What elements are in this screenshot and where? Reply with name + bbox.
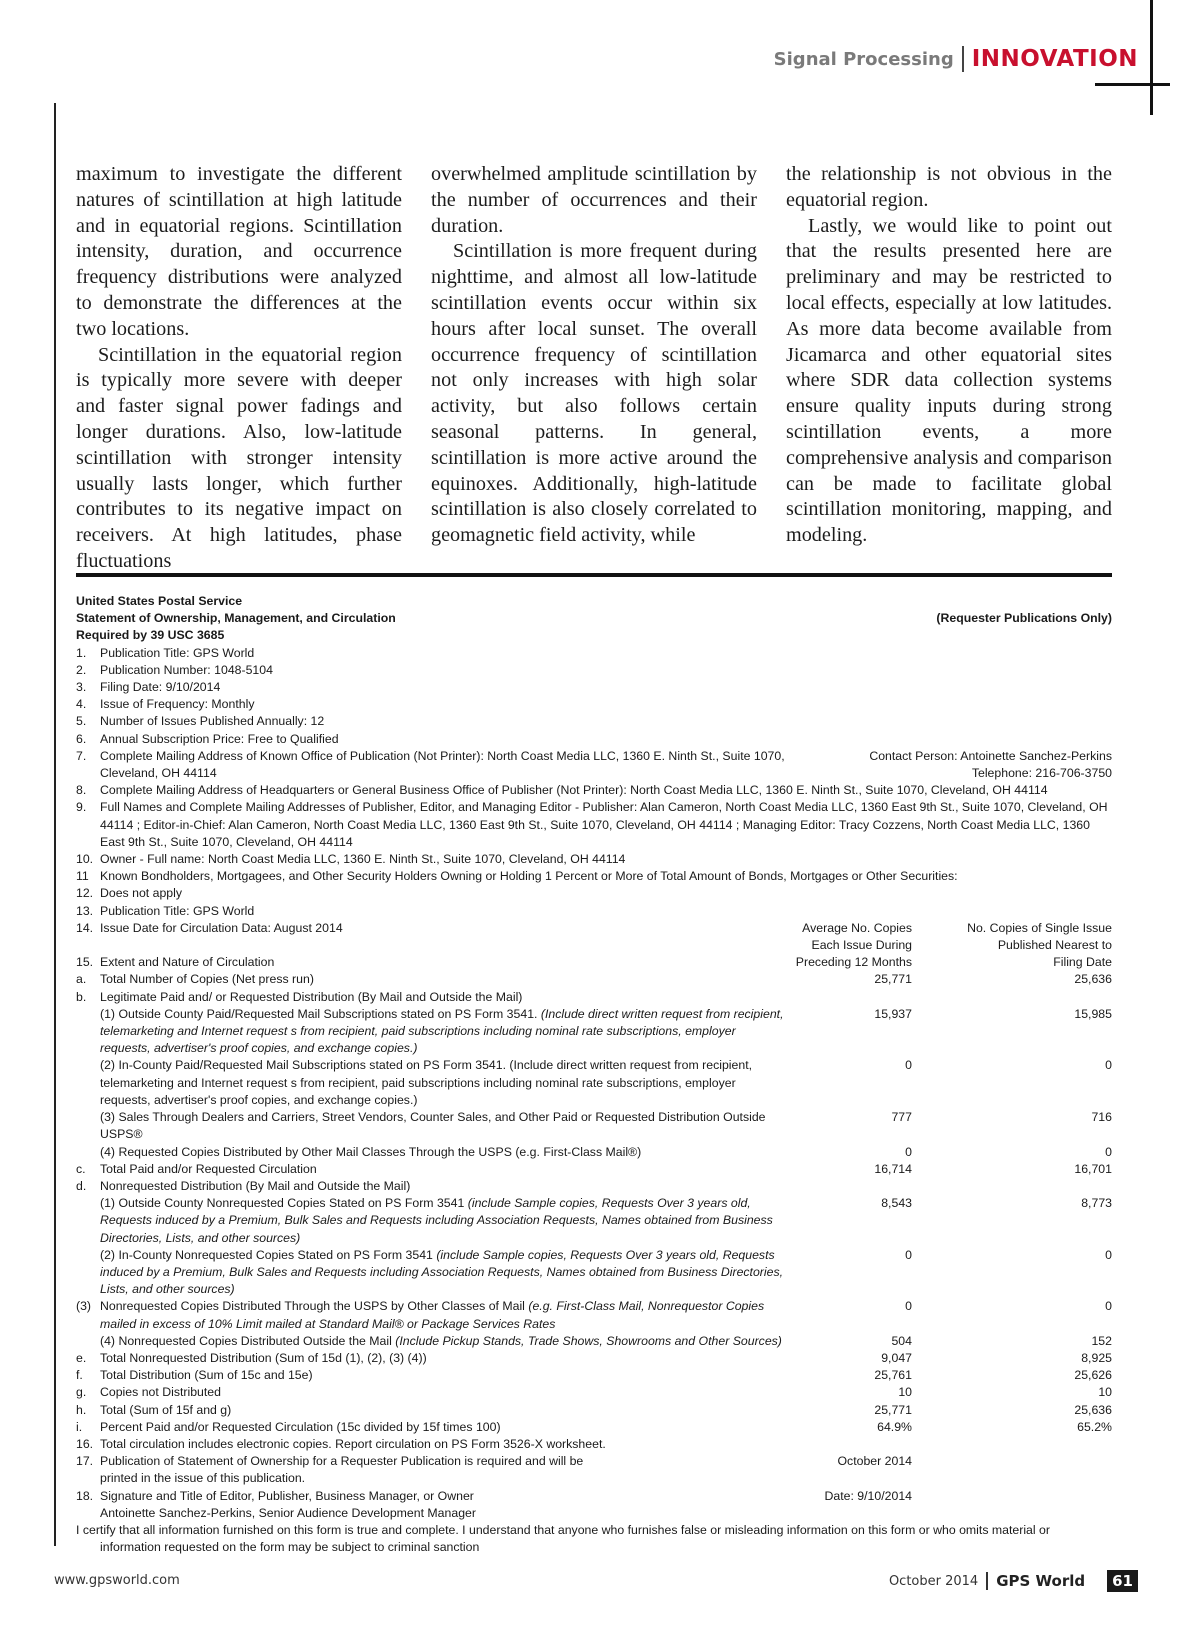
- item-number: 5.: [76, 714, 87, 729]
- row-label: [100, 1402, 794, 1419]
- row-label: [100, 1109, 794, 1143]
- empty-cell: [912, 1488, 1112, 1522]
- row-label: [100, 1057, 794, 1109]
- certification-text: I certify that all information furnished on this form is true and complete. I understand that anyone who furnishes false or misleading information on this form or who omits material or: [76, 1522, 1050, 1537]
- item-number: 16.: [76, 1436, 94, 1451]
- row-mark: b.: [76, 989, 87, 1004]
- row-text: Total Paid and/or Requested Circulation: [100, 1161, 317, 1176]
- statement-item: [76, 713, 1112, 730]
- header-text: [100, 920, 794, 972]
- item-text: Publication Title: GPS World: [100, 645, 255, 660]
- item-text: Complete Mailing Address of Headquarters or General Business Office of Publisher (Not Printer): North Coast Media LLC, 1360 E. Ninth St., Suite 1070, Cleveland, OH 44114: [100, 783, 1048, 798]
- row-value-average: 0: [905, 1144, 912, 1159]
- table-row: [76, 1161, 1112, 1178]
- row-text: Legitimate Paid and/ or Requested Distribution (By Mail and Outside the Mail): [100, 989, 523, 1004]
- row-text-italic: (include Sample copies, Requests Over 3 years old, Requests induced by a Premium, Bulk Sales and Requests including Association Requests, Names obtained from Business Directories, Lists, and other sources): [100, 1196, 773, 1245]
- item-number: 4.: [76, 697, 87, 712]
- table-row: [76, 1333, 1112, 1350]
- statement-item: [76, 662, 1112, 679]
- row-value-average: 15,937: [874, 1006, 912, 1021]
- statement-items-1-6: [76, 645, 1112, 748]
- row-value-average: 0: [905, 1299, 912, 1314]
- row-value-single-issue: 8,925: [1081, 1350, 1112, 1365]
- item-text: Filing Date: 9/10/2014: [100, 680, 221, 695]
- item-number: [76, 920, 100, 972]
- statement-heading-usps: United States Postal Service: [76, 594, 243, 608]
- row-text: (2) In-County Nonrequested Copies Stated on PS Form 3541: [100, 1247, 433, 1262]
- table-row: [76, 1144, 1112, 1161]
- statement-item: [76, 731, 1112, 748]
- footer-folio: [889, 1570, 1138, 1592]
- item-number: 18.: [76, 1488, 94, 1503]
- row-value-average: [794, 1178, 912, 1195]
- row-mark: [76, 1333, 100, 1350]
- row-value-average: 64.9%: [877, 1419, 912, 1434]
- item-number: 8.: [76, 783, 87, 798]
- running-header: [774, 46, 1138, 72]
- row-text-italic: (Include Pickup Stands, Trade Shows, Showrooms and Other Sources): [395, 1333, 782, 1348]
- item-text: Number of Issues Published Annually: 12: [100, 714, 325, 729]
- table-row: [76, 1006, 1112, 1058]
- statement-item-17: [76, 1453, 1112, 1487]
- table-row: [76, 1384, 1112, 1401]
- paragraph: Scintillation in the equatorial region is typically more severe with deeper and faster signal power fadings and longer durations. Also, low-latitude scintillation with stronger intensity usually lasts longer, which further contributes to its negative impact on receivers. At high latitudes, phase fluctuations: [76, 343, 402, 572]
- item-number: 13.: [76, 903, 94, 918]
- row-mark: c.: [76, 1161, 86, 1176]
- contact-person: Contact Person: Antoinette Sanchez-Perkins: [869, 748, 1112, 763]
- paragraph: Scintillation is more frequent during nighttime, and almost all low-latitude scintillation events occur within six hours after local sunset. The overall occurrence frequency of scintillation not only increases with high solar activity, but also follows certain seasonal patterns. In general, scintillation is more active around the equinoxes. Additionally, high-latitude scintillation is also closely correlated to geomagnetic field activity, while: [431, 240, 757, 547]
- row-value-average: 0: [905, 1247, 912, 1262]
- row-mark: [76, 1195, 100, 1247]
- row-label: [100, 1333, 794, 1350]
- row-text: Total Number of Copies (Net press run): [100, 972, 314, 987]
- table-row: [76, 1419, 1112, 1436]
- top-vertical-rule: [1150, 0, 1153, 115]
- header-line: No. Copies of Single Issue: [967, 920, 1112, 935]
- row-value-average: 0: [905, 1058, 912, 1073]
- row-text: Nonrequested Distribution (By Mail and Outside the Mail): [100, 1178, 411, 1193]
- row-value-single-issue: 25,636: [1074, 972, 1112, 987]
- row-label: [100, 1178, 794, 1195]
- row-label: [100, 1367, 794, 1384]
- table-row: [76, 1402, 1112, 1419]
- row-value-average: [794, 989, 912, 1006]
- item-number: 1.: [76, 645, 87, 660]
- row-value-average: 8,543: [881, 1196, 912, 1211]
- statement-item: [76, 868, 1112, 885]
- header-line: Each Issue During: [811, 938, 912, 953]
- item-14-text: Issue Date for Circulation Data: August 2014: [100, 920, 343, 935]
- row-mark: i.: [76, 1419, 83, 1434]
- row-label: [100, 1195, 794, 1247]
- row-value-average: 25,771: [874, 972, 912, 987]
- table-row: [76, 1298, 1112, 1332]
- row-label: [100, 971, 794, 988]
- row-text-italic: (e.g. First-Class Mail, Nonrequestor Copies mailed in excess of 10% Limit mailed at Standard Mail® or Package Services Rates: [100, 1299, 765, 1331]
- row-label: [100, 1350, 794, 1367]
- statement-item: [76, 696, 1112, 713]
- item-number: 7.: [76, 748, 87, 763]
- header-section: Signal Processing: [773, 48, 954, 70]
- item-text: [100, 1488, 752, 1522]
- row-text-italic: (Include direct written request from recipient, telemarketing and Internet request s from recipient, paid subscriptions including nominal rate subscriptions, employer requests, advertiser's proof copies, and exchange copies.): [100, 1006, 784, 1056]
- row-label: [100, 989, 794, 1006]
- item-text: Known Bondholders, Mortgagees, and Other Security Holders Owning or Holding 1 Percent or More of Total Amount of Bonds, Mortgages or Other Securities:: [100, 869, 958, 884]
- table-row: [76, 1350, 1112, 1367]
- footer-divider: [986, 1572, 988, 1590]
- row-text: Nonrequested Copies Distributed Through the USPS by Other Classes of Mail: [100, 1299, 525, 1314]
- item-text: Complete Mailing Address of Known Office of Publication (Not Printer): North Coast Media LLC, 1360 E. Ninth St., Suite 1070, Cleveland, OH 44114: [100, 748, 785, 781]
- row-value-single-issue: 10: [1098, 1385, 1112, 1400]
- statement-item: [76, 645, 1112, 662]
- row-text-italic: (include Sample copies, Requests Over 3 years old, Requests induced by a Premium, Bulk Sales and Requests including Association Requests, Names obtained from Business Directories, Lists, and other sources): [100, 1247, 784, 1297]
- row-value-single-issue: 0: [1105, 1058, 1112, 1073]
- circulation-rows: [76, 971, 1112, 1435]
- row-value-single-issue: 15,985: [1074, 1006, 1112, 1021]
- row-value-average: 25,761: [874, 1368, 912, 1383]
- statement-item: [76, 851, 1112, 868]
- row-mark: [76, 1109, 100, 1143]
- table-row: [76, 989, 1112, 1006]
- table-row: [76, 1367, 1112, 1384]
- page-number: 61: [1107, 1570, 1138, 1592]
- statement-item: [76, 782, 1112, 799]
- left-margin-rule: [54, 103, 56, 1546]
- footer-date: October 2014: [888, 1573, 979, 1589]
- item-number: 12.: [76, 886, 94, 901]
- item-text: Issue of Frequency: Monthly: [100, 697, 255, 712]
- column-header-single-issue: [912, 920, 1112, 972]
- table-row: [76, 1057, 1112, 1109]
- certification-text-cont: information requested on the form may be subject to criminal sanction: [100, 1540, 480, 1555]
- circulation-table-header: [76, 920, 1112, 972]
- row-mark: [76, 1247, 100, 1299]
- row-mark: f.: [76, 1368, 83, 1383]
- statement-item: [76, 885, 1112, 902]
- row-label: [100, 1419, 794, 1436]
- item-number: 17.: [76, 1454, 94, 1469]
- section-divider: [76, 573, 1112, 577]
- statement-item-7: [76, 748, 1112, 782]
- row-text: Copies not Distributed: [100, 1385, 221, 1400]
- item-number: 6.: [76, 731, 87, 746]
- contact-block: [842, 748, 1112, 782]
- article-column-3: [786, 162, 1112, 575]
- row-value-single-issue: 716: [1091, 1110, 1112, 1125]
- item-15-number: 15.: [76, 955, 94, 970]
- item-number: 3.: [76, 680, 87, 695]
- footer-magazine: GPS World: [996, 1572, 1086, 1590]
- row-mark: [76, 1144, 100, 1161]
- row-value-single-issue: 8,773: [1081, 1196, 1112, 1211]
- row-value-average: 10: [898, 1385, 912, 1400]
- row-value-average: 777: [891, 1110, 912, 1125]
- row-value-single-issue: [912, 1178, 1112, 1195]
- statement-heading-title: Statement of Ownership, Management, and Circulation: [76, 611, 396, 626]
- header-line: Average No. Copies: [802, 920, 912, 935]
- row-label: [100, 1247, 794, 1299]
- signer-name: Antoinette Sanchez-Perkins, Senior Audience Development Manager: [100, 1505, 476, 1520]
- row-text: (4) Requested Copies Distributed by Other Mail Classes Through the USPS (e.g. First-Class Mail®): [100, 1144, 642, 1159]
- row-label: [100, 1384, 794, 1401]
- row-text: (1) Outside County Nonrequested Copies Stated on PS Form 3541: [100, 1196, 465, 1211]
- item-number: 11: [76, 869, 89, 884]
- statement-item-16: [76, 1436, 1112, 1453]
- header-divider: [962, 46, 964, 72]
- row-mark: h.: [76, 1402, 87, 1417]
- row-text: (4) Nonrequested Copies Distributed Outside the Mail: [100, 1333, 392, 1348]
- ownership-statement: [76, 593, 1112, 1556]
- row-text: Total Nonrequested Distribution (Sum of 15d (1), (2), (3) (4)): [100, 1350, 427, 1365]
- item-15-text: Extent and Nature of Circulation: [100, 955, 275, 970]
- row-mark: [76, 1006, 100, 1058]
- article-column-1: [76, 162, 402, 575]
- row-value-single-issue: 0: [1105, 1144, 1112, 1159]
- row-value-single-issue: 65.2%: [1077, 1419, 1112, 1434]
- item-text: Total circulation includes electronic copies. Report circulation on PS Form 3526-X worksheet.: [100, 1436, 606, 1451]
- row-value-single-issue: 0: [1105, 1299, 1112, 1314]
- row-value-single-issue: 16,701: [1074, 1161, 1112, 1176]
- row-value-single-issue: 25,626: [1074, 1368, 1112, 1383]
- paragraph: maximum to investigate the different natures of scintillation at high latitude and in equatorial regions. Scintillation intensity, duration, and occurrence frequency distributions were analyzed to demonstrate the differences at the two locations.: [76, 163, 402, 340]
- row-label: [100, 1161, 794, 1178]
- item-18-text: Signature and Title of Editor, Publisher, Business Manager, or Owner: [100, 1488, 474, 1503]
- header-brand: INNOVATION: [971, 46, 1138, 72]
- row-text: Percent Paid and/or Requested Circulation (15c divided by 15f times 100): [100, 1419, 501, 1434]
- item-number: 10.: [76, 852, 94, 867]
- header-line: Filing Date: [1053, 955, 1112, 970]
- item-14-number: 14.: [76, 920, 94, 935]
- item-number: 2.: [76, 662, 87, 677]
- row-mark: d.: [76, 1178, 87, 1193]
- statement-heading-requester: (Requester Publications Only): [936, 611, 1112, 626]
- row-value-average: 16,714: [874, 1161, 912, 1176]
- item-number: 9.: [76, 800, 87, 815]
- statement-heading-usc: Required by 39 USC 3685: [76, 628, 225, 643]
- row-label: [100, 1006, 794, 1058]
- row-value-single-issue: [912, 989, 1112, 1006]
- header-line: Published Nearest to: [997, 938, 1112, 953]
- row-text: (1) Outside County Paid/Requested Mail Subscriptions stated on PS Form 3541.: [100, 1006, 538, 1021]
- row-text: Total (Sum of 15f and g): [100, 1402, 232, 1417]
- row-mark: g.: [76, 1385, 87, 1400]
- statement-heading-row: [76, 610, 1112, 627]
- row-label: [100, 1144, 794, 1161]
- statement-item: [76, 799, 1112, 851]
- paragraph: the relationship is not obvious in the equatorial region.: [786, 163, 1112, 211]
- statement-item-18: [76, 1488, 1112, 1522]
- top-horizontal-rule: [1095, 83, 1170, 86]
- table-row: [76, 1247, 1112, 1299]
- table-row: [76, 1195, 1112, 1247]
- row-text: (3) Sales Through Dealers and Carriers, Street Vendors, Counter Sales, and Other Paid or Requested Distribution Outside USPS®: [100, 1110, 766, 1142]
- item-text: Publication Title: GPS World: [100, 903, 255, 918]
- item-text: Publication of Statement of Ownership for a Requester Publication is required and will be printed in the issue of this publication.: [100, 1454, 584, 1486]
- article-columns: [76, 162, 1112, 575]
- row-value-average: 504: [891, 1333, 912, 1348]
- item-text: Does not apply: [100, 886, 183, 901]
- statement-item: [76, 903, 1112, 920]
- header-line: Preceding 12 Months: [795, 955, 912, 970]
- footer-url: www.gpsworld.com: [54, 1573, 180, 1588]
- empty-cell: [912, 1453, 1112, 1487]
- row-text: Total Distribution (Sum of 15c and 15e): [100, 1368, 313, 1383]
- row-value-average: 25,771: [874, 1402, 912, 1417]
- item-18-value: Date: 9/10/2014: [824, 1488, 912, 1503]
- row-value-single-issue: 0: [1105, 1247, 1112, 1262]
- row-value-single-issue: 152: [1091, 1333, 1112, 1348]
- row-label: [100, 1298, 794, 1332]
- table-row: [76, 971, 1112, 988]
- item-text: Full Names and Complete Mailing Addresses of Publisher, Editor, and Managing Editor - Publisher: Alan Cameron, North Coast Media LLC, 1360 East 9th St., Suite 1070, Cleveland, OH 44114 ; Editor-in-Chief: Alan Cameron, North Coast Media LLC, 1360 East 9th St., Suite 1070, Cleveland, OH 44114 ; Managing Editor: Tracy Cozzens, North Coast Media LLC, 1360 East 9th St., Suite 1070, Cleveland, OH 44114: [100, 800, 1108, 849]
- item-text: Owner - Full name: North Coast Media LLC, 1360 E. Ninth St., Suite 1070, Cleveland, OH 44114: [100, 852, 626, 867]
- column-header-average: [794, 920, 912, 972]
- item-text: Publication Number: 1048-5104: [100, 662, 273, 677]
- contact-telephone: Telephone: 216-706-3750: [971, 766, 1112, 781]
- row-value-single-issue: 25,636: [1074, 1402, 1112, 1417]
- statement-items-8-13: [76, 782, 1112, 920]
- table-row: [76, 1178, 1112, 1195]
- row-mark: [76, 1057, 100, 1109]
- item-17-value: October 2014: [837, 1454, 912, 1469]
- row-mark: (3): [76, 1299, 92, 1314]
- paragraph: overwhelmed amplitude scintillation by the number of occurrences and their duration.: [431, 163, 757, 237]
- row-value-average: 9,047: [881, 1350, 912, 1365]
- row-mark: a.: [76, 972, 87, 987]
- item-text: Annual Subscription Price: Free to Qualified: [100, 731, 339, 746]
- row-mark: e.: [76, 1350, 87, 1365]
- article-column-2: [431, 162, 757, 575]
- table-row: [76, 1109, 1112, 1143]
- statement-item: [76, 679, 1112, 696]
- paragraph: Lastly, we would like to point out that the results presented here are preliminary and may be restricted to local effects, especially at low latitudes. As more data become available from Jicamarca and other equatorial sites where SDR data collection systems ensure quality inputs during strong scintillation events, a more comprehensive analysis and comparison can be made to facilitate global scintillation monitoring, mapping, and modeling.: [786, 214, 1112, 547]
- row-text: (2) In-County Paid/Requested Mail Subscriptions stated on PS Form 3541. (Include direct written request from recipient, telemarketing and Internet request s from recipient, paid subscriptions including nominal rate subscriptions, employer requests, advertiser's proof copies, and exchange copies.): [100, 1058, 753, 1107]
